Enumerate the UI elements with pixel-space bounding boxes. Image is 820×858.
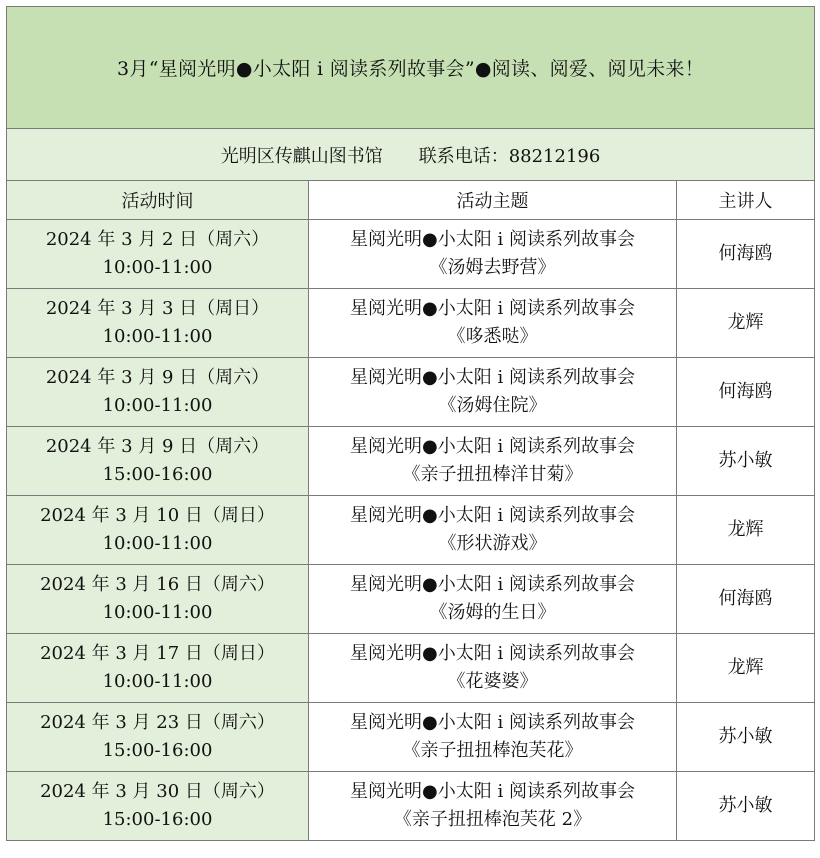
series-name: 星阅光明●小太阳 i 阅读系列故事会 [350, 229, 635, 250]
series-name: 星阅光明●小太阳 i 阅读系列故事会 [350, 781, 635, 802]
book-title: 《形状游戏》 [438, 533, 547, 554]
book-title: 《汤姆去野营》 [429, 257, 556, 278]
speaker-name: 龙辉 [677, 634, 815, 703]
activity-topic-cell [309, 496, 677, 565]
table-row [7, 289, 815, 358]
activity-date: 2024 年 3 月 9 日（周六） [45, 367, 270, 388]
activity-time-cell [7, 634, 309, 703]
series-name: 星阅光明●小太阳 i 阅读系列故事会 [350, 643, 635, 664]
activity-time: 15:00-16:00 [102, 809, 213, 830]
activity-time: 10:00-11:00 [102, 257, 213, 278]
speaker-name: 龙辉 [677, 496, 815, 565]
activity-topic-cell [309, 772, 677, 841]
book-title: 《亲子扭扭棒洋甘菊》 [402, 464, 583, 485]
table-row [7, 358, 815, 427]
speaker-name: 何海鸥 [677, 358, 815, 427]
venue-name: 光明区传麒山图书馆 [220, 145, 383, 167]
activity-time: 10:00-11:00 [102, 602, 213, 623]
column-header-topic: 活动主题 [309, 181, 677, 220]
info-bar [7, 129, 815, 181]
series-name: 星阅光明●小太阳 i 阅读系列故事会 [350, 574, 635, 595]
title-row [7, 7, 815, 129]
series-name: 星阅光明●小太阳 i 阅读系列故事会 [350, 367, 635, 388]
activity-time: 15:00-16:00 [102, 740, 213, 761]
series-name: 星阅光明●小太阳 i 阅读系列故事会 [350, 505, 635, 526]
activity-topic-cell [309, 220, 677, 289]
activity-date: 2024 年 3 月 23 日（周六） [40, 712, 275, 733]
table-row [7, 427, 815, 496]
page-title: 3月“星阅光明●小太阳 i 阅读系列故事会”●阅读、阅爱、阅见未来！ [7, 7, 815, 129]
book-title: 《花婆婆》 [447, 671, 538, 692]
activity-time: 10:00-11:00 [102, 326, 213, 347]
activity-topic-cell [309, 565, 677, 634]
column-header-time: 活动时间 [7, 181, 309, 220]
speaker-name: 苏小敏 [677, 772, 815, 841]
info-row [7, 129, 815, 181]
activity-date: 2024 年 3 月 10 日（周日） [40, 505, 275, 526]
activity-topic-cell [309, 427, 677, 496]
table-row [7, 634, 815, 703]
table-row [7, 772, 815, 841]
activity-time-cell [7, 427, 309, 496]
activity-time-cell [7, 703, 309, 772]
activity-time-cell [7, 289, 309, 358]
activity-time-cell [7, 772, 309, 841]
activity-date: 2024 年 3 月 2 日（周六） [45, 229, 270, 250]
activity-date: 2024 年 3 月 16 日（周六） [40, 574, 275, 595]
contact-phone: 联系电话：88212196 [418, 145, 601, 167]
activity-date: 2024 年 3 月 3 日（周日） [45, 298, 270, 319]
activity-time-cell [7, 565, 309, 634]
speaker-name: 龙辉 [677, 289, 815, 358]
activity-date: 2024 年 3 月 30 日（周六） [40, 781, 275, 802]
table-row [7, 220, 815, 289]
activity-time-cell [7, 496, 309, 565]
book-title: 《汤姆住院》 [438, 395, 547, 416]
schedule-document [6, 6, 814, 841]
speaker-name: 何海鸥 [677, 220, 815, 289]
activity-topic-cell [309, 634, 677, 703]
activity-topic-cell [309, 703, 677, 772]
series-name: 星阅光明●小太阳 i 阅读系列故事会 [350, 298, 635, 319]
book-title: 《亲子扭扭棒泡芙花》 [402, 740, 583, 761]
activity-date: 2024 年 3 月 17 日（周日） [40, 643, 275, 664]
activity-time: 10:00-11:00 [102, 533, 213, 554]
activity-time-cell [7, 220, 309, 289]
schedule-table [6, 6, 815, 841]
series-name: 星阅光明●小太阳 i 阅读系列故事会 [350, 712, 635, 733]
activity-date: 2024 年 3 月 9 日（周六） [45, 436, 270, 457]
column-header-speaker: 主讲人 [677, 181, 815, 220]
activity-topic-cell [309, 289, 677, 358]
series-name: 星阅光明●小太阳 i 阅读系列故事会 [350, 436, 635, 457]
book-title: 《亲子扭扭棒泡芙花 2》 [393, 809, 592, 830]
activity-time: 10:00-11:00 [102, 671, 213, 692]
table-row [7, 565, 815, 634]
speaker-name: 何海鸥 [677, 565, 815, 634]
activity-topic-cell [309, 358, 677, 427]
header-row [7, 181, 815, 220]
book-title: 《哆悉哒》 [447, 326, 538, 347]
book-title: 《汤姆的生日》 [429, 602, 556, 623]
activity-time-cell [7, 358, 309, 427]
table-row [7, 496, 815, 565]
table-row [7, 703, 815, 772]
activity-time: 10:00-11:00 [102, 395, 213, 416]
activity-time: 15:00-16:00 [102, 464, 213, 485]
speaker-name: 苏小敏 [677, 703, 815, 772]
speaker-name: 苏小敏 [677, 427, 815, 496]
